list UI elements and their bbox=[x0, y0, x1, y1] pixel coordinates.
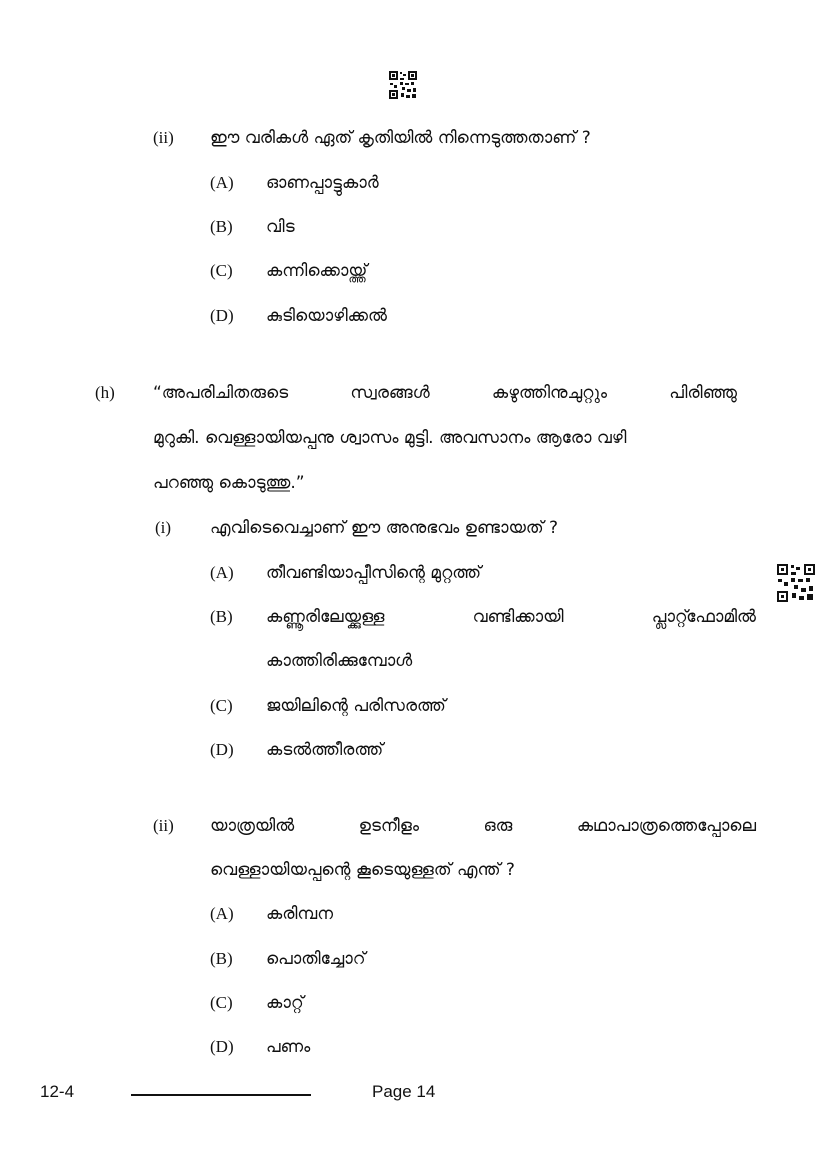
footer-divider bbox=[131, 1094, 311, 1096]
option-letter-c: (C) bbox=[210, 261, 233, 280]
option-word: പ്ലാറ്റ്ഫോമിൽ bbox=[651, 607, 756, 627]
question-number-h-ii: (ii) bbox=[153, 816, 174, 835]
question-word: കഥാപാത്രത്തെപ്പോലെ bbox=[576, 816, 756, 836]
option-text-d: കുടിയൊഴിക്കൽ bbox=[266, 306, 387, 326]
option-text-d: കടൽത്തീരത്ത് bbox=[266, 740, 384, 760]
question-number-h-i: (i) bbox=[155, 518, 172, 537]
option-text-a: കരിമ്പന bbox=[266, 904, 333, 924]
option-word: വണ്ടിക്കായി bbox=[472, 607, 564, 627]
option-letter-d: (D) bbox=[210, 1037, 234, 1056]
option-letter-b: (B) bbox=[210, 949, 233, 968]
option-text-c: കന്നിക്കൊയ്ത്ത് bbox=[266, 261, 368, 281]
option-text-a: ഓണപ്പാട്ടുകാർ bbox=[266, 173, 379, 193]
option-letter-a: (A) bbox=[210, 563, 234, 582]
option-word: കണ്ണൂരിലേയ്ക്കുള്ള bbox=[266, 607, 385, 627]
option-letter-a: (A) bbox=[210, 173, 234, 192]
option-text-b: വിട bbox=[266, 217, 295, 237]
question-text-g-ii: ഈ വരികൾ ഏത് കൃതിയിൽ നിന്നെടുത്തതാണ് ? bbox=[210, 128, 591, 148]
passage-word: “അപരിചിതരുടെ bbox=[153, 383, 289, 403]
option-text-b-line-2: കാത്തിരിക്കുമ്പോൾ bbox=[266, 651, 413, 671]
option-letter-d: (D) bbox=[210, 306, 234, 325]
option-letter-c: (C) bbox=[210, 696, 233, 715]
option-text-c: ജയിലിന്റെ പരിസരത്ത് bbox=[266, 696, 446, 716]
option-text-d: പണം bbox=[266, 1037, 311, 1057]
question-word: യാത്രയിൽ bbox=[210, 816, 295, 836]
option-letter-d: (D) bbox=[210, 740, 234, 759]
passage-line-3: പറഞ്ഞു കൊടുത്തു.” bbox=[153, 473, 305, 493]
question-word: ഒരു bbox=[483, 816, 513, 836]
question-number-g-ii: (ii) bbox=[153, 128, 174, 147]
passage-line-1 bbox=[153, 383, 737, 403]
question-text-h-i: എവിടെവെച്ചാണ് ഈ അനുഭവം ഉണ്ടായത് ? bbox=[210, 518, 559, 538]
passage-word: പിരിഞ്ഞു bbox=[669, 383, 737, 403]
option-letter-a: (A) bbox=[210, 904, 234, 923]
question-word: ഉടനീളം bbox=[358, 816, 419, 836]
passage-word: സ്വരങ്ങൾ bbox=[350, 383, 430, 403]
passage-word: കഴുത്തിനുചുറ്റും bbox=[491, 383, 607, 403]
qr-code-side bbox=[776, 563, 816, 603]
option-letter-b: (B) bbox=[210, 607, 233, 626]
question-number-h: (h) bbox=[95, 383, 115, 402]
option-text-b: പൊതിച്ചോറ് bbox=[266, 949, 366, 969]
footer-code: 12-4 bbox=[40, 1082, 75, 1101]
option-text-a: തീവണ്ടിയാപ്പീസിന്റെ മുറ്റത്ത് bbox=[266, 563, 482, 583]
question-text-h-ii-line-1 bbox=[210, 816, 756, 836]
option-letter-b: (B) bbox=[210, 217, 233, 236]
question-text-h-ii-line-2: വെള്ളായിയപ്പന്റെ കൂടെയുള്ളത് എന്ത് ? bbox=[210, 860, 515, 880]
option-text-b-line-1 bbox=[266, 607, 756, 627]
qr-code-top bbox=[388, 70, 418, 100]
option-letter-c: (C) bbox=[210, 993, 233, 1012]
passage-line-2: മുറുകി. വെള്ളായിയപ്പനു ശ്വാസം മുട്ടി. അവസാനം ആരോ വഴി bbox=[153, 428, 627, 448]
footer-page-number: Page 14 bbox=[372, 1082, 436, 1101]
option-text-c: കാറ്റ് bbox=[266, 993, 304, 1013]
